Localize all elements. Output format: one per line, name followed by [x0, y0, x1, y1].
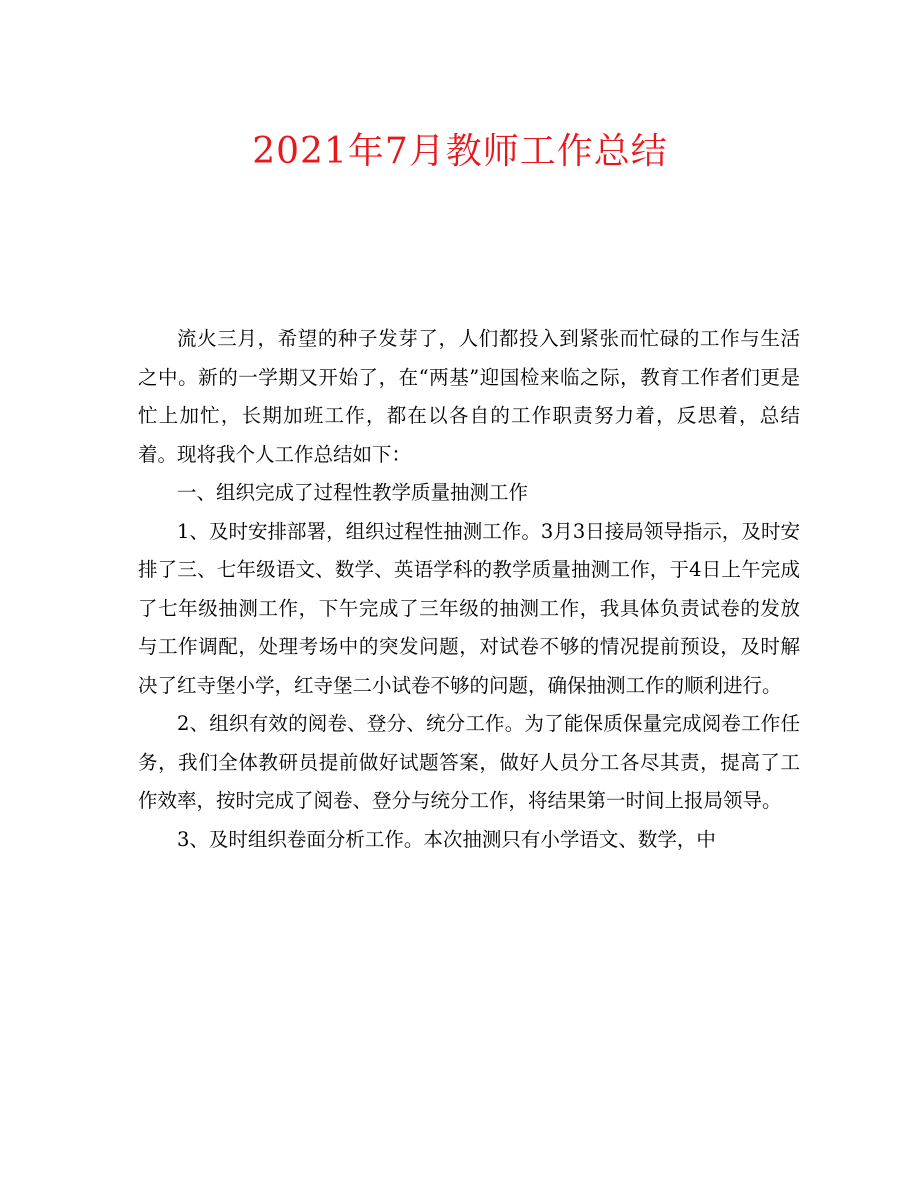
paragraph-item-2: 2、组织有效的阅卷、登分、统分工作。为了能保质保量完成阅卷工作任务，我们全体教研员提前做好试题答案，做好人员分工各尽其责，提高了工作效率，按时完成了阅卷、登分与统分工作，将结果第一时间上报局领导。 [138, 712, 800, 812]
document-body [138, 320, 800, 859]
section-heading-1: 一、组织完成了过程性教学质量抽测工作 [177, 481, 529, 504]
paragraph-item-1: 1、及时安排部署，组织过程性抽测工作。3月3日接局领导指示，及时安排了三、七年级语文、数学、英语学科的教学质量抽测工作，于4日上午完成了七年级抽测工作，下午完成了三年级的抽测工作，我具体负责试卷的发放与工作调配，处理考场中的突发问题，对试卷不够的情况提前预设，及时解决了红寺堡小学，红寺堡二小试卷不够的问题，确保抽测工作的顺利进行。 [138, 519, 800, 697]
paragraph-intro: 流火三月，希望的种子发芽了，人们都投入到紧张而忙碌的工作与生活之中。新的一学期又开始了，在“两基”迎国检来临之际，教育工作者们更是忙上加忙，长期加班工作，都在以各自的工作职责努力着，反思着，总结着。现将我个人工作总结如下： [138, 327, 800, 466]
paragraph-item-3: 3、及时组织卷面分析工作。本次抽测只有小学语文、数学，中 [177, 827, 716, 851]
document-title: 2021年7月教师工作总结 [252, 131, 668, 172]
